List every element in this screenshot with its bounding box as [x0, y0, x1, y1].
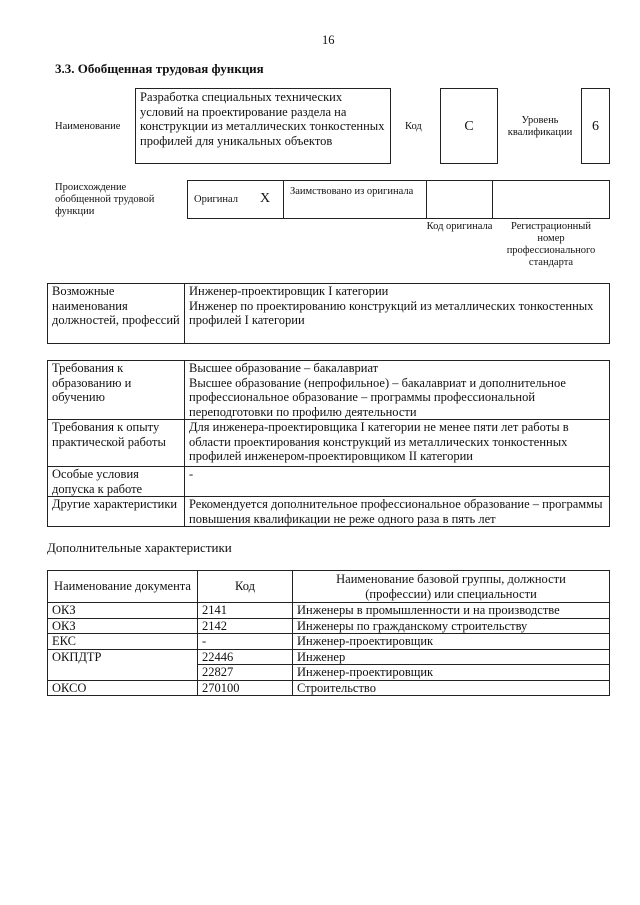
origin-label: Происхождение обобщенной трудовой функции: [55, 182, 155, 217]
level-label: Уровень квалификации: [507, 115, 573, 138]
borrowed-label: Заимствовано из оригинала: [283, 180, 427, 219]
additional-table: [47, 570, 610, 696]
cell-doc: ОКСО: [48, 680, 198, 696]
table-row: [48, 665, 610, 681]
header-code: Код: [198, 571, 293, 603]
requirement-text: Высшее образование – бакалавриат: [189, 361, 379, 375]
original-mark: X: [260, 191, 271, 206]
requirement-value: Рекомендуется дополнительное профессиональное образование – программы повышения квалификации не реже одного раза в пять лет: [185, 497, 610, 527]
origin-original-cell: [187, 180, 284, 219]
cell-code: 2141: [198, 603, 293, 619]
requirement-text: Высшее образование (непрофильное) – бакалавриат и дополнительное профессиональное образование – программы профессиональной переподготовки по профилю деятельности: [189, 375, 566, 419]
cell-doc: ЕКС: [48, 634, 198, 650]
cell-name: Строительство: [293, 680, 610, 696]
positions-label: Возможные наименования должностей, профессий: [48, 284, 185, 344]
cell-code: 270100: [198, 680, 293, 696]
code-label: Код: [405, 121, 422, 132]
position-item: Инженер по проектированию конструкций из металлических тонкостенных профилей I категории: [189, 298, 594, 327]
cell-doc: ОКЗ: [48, 603, 198, 619]
code-original-cell: [426, 180, 493, 219]
name-label: Наименование: [55, 121, 121, 132]
table-row: [48, 649, 610, 665]
requirement-label: Требования к опыту практической работы: [48, 420, 185, 467]
header-doc: Наименование документа: [48, 571, 198, 603]
name-value: Разработка специальных технических условий на проектирование раздела на конструкции из металлических тонкостенных профилей для уникальных объектов: [135, 88, 391, 164]
code-value: C: [440, 88, 498, 164]
reg-number-caption: Регистрационный номер профессионального стандарта: [506, 221, 596, 268]
table-row: [48, 680, 610, 696]
cell-doc: ОКЗ: [48, 618, 198, 634]
table-row: [48, 634, 610, 650]
level-value: 6: [581, 88, 610, 164]
table-row: [48, 618, 610, 634]
section-title: 3.3. Обобщенная трудовая функция: [55, 61, 264, 76]
requirement-label: Другие характеристики: [48, 497, 185, 527]
cell-code: 22446: [198, 649, 293, 665]
cell-doc: [48, 665, 198, 681]
cell-doc: ОКПДТР: [48, 649, 198, 665]
reg-number-cell: [492, 180, 610, 219]
requirement-value: -: [185, 467, 610, 497]
cell-name: Инженеры в промышленности и на производстве: [293, 603, 610, 619]
code-original-caption: Код оригинала: [426, 221, 493, 232]
header-name: Наименование базовой группы, должности (профессии) или специальности: [293, 571, 610, 603]
requirement-value: Для инженера-проектировщика I категории не менее пяти лет работы в области проектирования конструкций из металлических тонкостенных профилей инженером-проектировщиком II категории: [185, 420, 610, 467]
cell-code: 22827: [198, 665, 293, 681]
requirements-table: [47, 360, 610, 527]
cell-code: -: [198, 634, 293, 650]
cell-name: Инженеры по гражданскому строительству: [293, 618, 610, 634]
requirement-label: Требования к образованию и обучению: [48, 361, 185, 420]
table-row: [48, 603, 610, 619]
cell-name: Инженер-проектировщик: [293, 665, 610, 681]
original-label: Оригинал: [194, 194, 238, 205]
positions-table: [47, 283, 610, 344]
position-item: Инженер-проектировщик I категории: [189, 284, 389, 298]
additional-title: Дополнительные характеристики: [47, 540, 232, 555]
positions-values: [185, 284, 610, 344]
cell-name: Инженер-проектировщик: [293, 634, 610, 650]
requirement-label: Особые условия допуска к работе: [48, 467, 185, 497]
cell-name: Инженер: [293, 649, 610, 665]
page-number: 16: [322, 33, 335, 47]
requirement-value: [185, 361, 610, 420]
cell-code: 2142: [198, 618, 293, 634]
